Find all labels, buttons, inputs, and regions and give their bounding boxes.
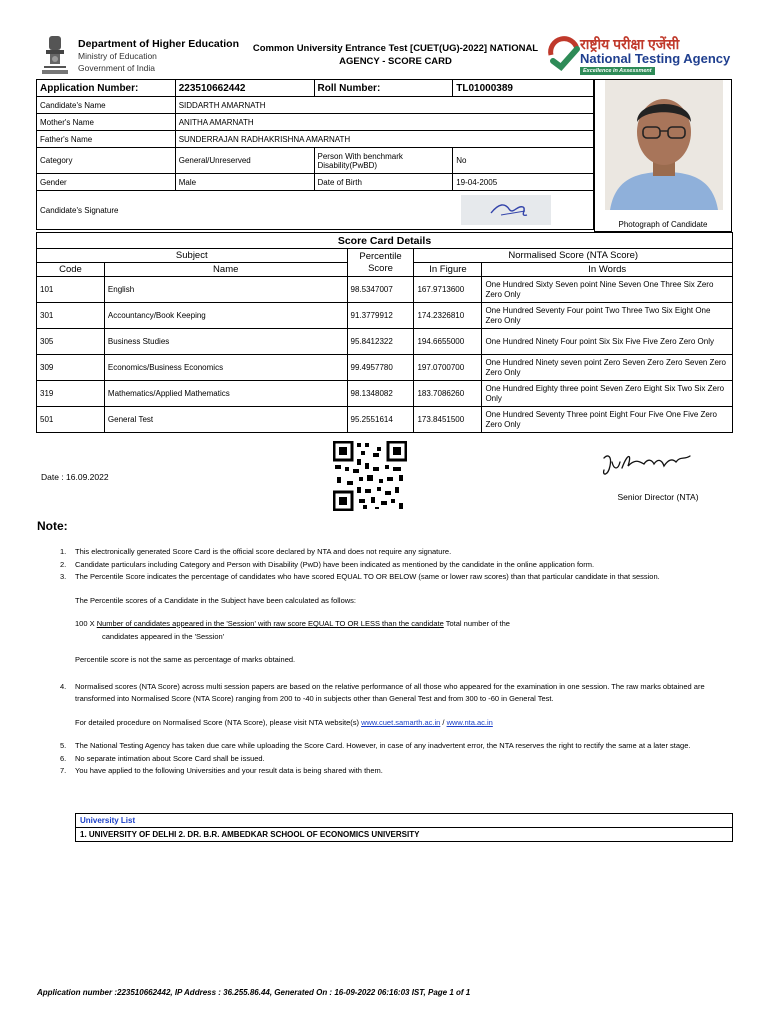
- candidate-details-table: [36, 79, 594, 230]
- subject-name: English: [104, 277, 347, 303]
- candidate-name-label: Candidate's Name: [37, 97, 176, 114]
- list-item: [60, 740, 720, 753]
- normalised-words: One Hundred Seventy Three point Eight Four Five One Five Zero Zero Only: [482, 407, 733, 433]
- category-label: Category: [37, 148, 176, 174]
- list-number: 1.: [60, 547, 67, 556]
- subject-name: Business Studies: [104, 329, 347, 355]
- dob-value: 19-04-2005: [453, 174, 594, 191]
- normalised-figure: 167.9713600: [414, 277, 482, 303]
- score-card-table: [36, 232, 733, 433]
- subject-code: 305: [37, 329, 105, 355]
- table-row: [37, 277, 733, 303]
- government-name: Government of India: [78, 63, 156, 73]
- name-header: Name: [104, 263, 347, 277]
- application-number-value: 223510662442: [175, 80, 314, 97]
- list-item: [60, 753, 720, 766]
- department-name: Department of Higher Education: [78, 38, 240, 50]
- table-row: [37, 191, 594, 230]
- title-line-2: AGENCY - SCORE CARD: [339, 56, 452, 67]
- application-number-label: Application Number:: [37, 80, 176, 97]
- subject-code: 309: [37, 355, 105, 381]
- normalised-figure: 194.6655000: [414, 329, 482, 355]
- subject-code: 501: [37, 407, 105, 433]
- normalised-figure: 197.0700700: [414, 355, 482, 381]
- formula-numerator: Number of candidates appeared in the 'Session' with raw score EQUAL TO OR LESS than the candidate: [96, 619, 444, 628]
- gender-label: Gender: [37, 174, 176, 191]
- dob-label: Date of Birth: [314, 174, 453, 191]
- signature-scribble-icon: [461, 195, 551, 225]
- percentile-value: 98.1348082: [347, 381, 414, 407]
- title-line-1: Common University Entrance Test [CUET(UG)-2022] NATIONAL: [252, 43, 539, 54]
- nta-english-name: National Testing Agency: [580, 51, 731, 66]
- list-item: [60, 681, 720, 730]
- subject-code: 301: [37, 303, 105, 329]
- words-header: In Words: [482, 263, 733, 277]
- normalised-figure: 173.8451500: [414, 407, 482, 433]
- subject-name: Mathematics/Applied Mathematics: [104, 381, 347, 407]
- percentile-value: 98.5347007: [347, 277, 414, 303]
- header: [0, 0, 768, 80]
- nta-hindi-name: राष्ट्रीय परीक्षा एजेंसी: [580, 36, 680, 52]
- table-row: [37, 148, 594, 174]
- roll-number-label: Roll Number:: [314, 80, 453, 97]
- note-text: This electronically generated Score Card is the official score declared by NTA and does not require any signature.: [75, 547, 452, 556]
- nta-website-link[interactable]: www.nta.ac.in: [446, 717, 493, 727]
- subject-code: 319: [37, 381, 105, 407]
- formula-line-2: candidates appeared in the 'Session': [102, 631, 225, 641]
- normalised-words: One Hundred Ninety Four point Six Six Five Five Zero Zero Only: [482, 329, 733, 355]
- table-row: [37, 174, 594, 191]
- figure-header: In Figure: [414, 263, 482, 277]
- father-name-value: SUNDERRAJAN RADHAKRISHNA AMARNATH: [175, 131, 593, 148]
- note-text: No separate intimation about Score Card shall be issued.: [75, 753, 265, 763]
- nta-tagline: Excellence in Assessment: [580, 67, 655, 75]
- note-text: Normalised scores (NTA Score) across multi session papers are based on the relative performance of all those who appeared for the examination in one session. The raw marks obtained are transformed into Normalised Score (NTA Score) ranging from 200 to -40 in subjects other than General Test and from 300 to -60 in General Test.: [75, 681, 705, 703]
- ministry-name: Ministry of Education: [78, 51, 157, 61]
- normalised-figure: 183.7086260: [414, 381, 482, 407]
- normalised-header: Normalised Score (NTA Score): [414, 249, 733, 263]
- table-row: [37, 249, 733, 263]
- roll-number-value: TL01000389: [453, 80, 594, 97]
- table-row: [76, 828, 733, 842]
- director-signature-icon: [598, 448, 698, 484]
- note-text: You have applied to the following Universities and your result data is being shared with them.: [75, 766, 383, 775]
- signature-cell: [37, 191, 594, 230]
- subject-header: Subject: [37, 249, 348, 263]
- gender-value: Male: [175, 174, 314, 191]
- photo-caption: Photograph of Candidate: [618, 220, 708, 229]
- university-list-header: University List: [76, 814, 733, 828]
- list-number: 5.: [60, 741, 67, 750]
- percentile-value: 91.3779912: [347, 303, 414, 329]
- university-list-table: [75, 813, 733, 842]
- department-block: [78, 38, 239, 74]
- notes-heading: Note:: [37, 519, 68, 533]
- link-separator: /: [440, 717, 447, 727]
- father-name-label: Father's Name: [37, 131, 176, 148]
- candidate-portrait-icon: [605, 80, 723, 210]
- percentile-value: 95.2551614: [347, 407, 414, 433]
- mother-name-value: ANITHA AMARNATH: [175, 114, 593, 131]
- nta-logo-icon: [545, 35, 583, 73]
- percentile-header: Percentile Score: [347, 249, 414, 277]
- table-row: [37, 381, 733, 407]
- table-row: [37, 233, 733, 249]
- table-row: [37, 80, 594, 97]
- photo-box: [594, 79, 732, 232]
- cuet-website-link[interactable]: www.cuet.samarth.ac.in: [361, 717, 441, 727]
- government-emblem-icon: [40, 34, 70, 76]
- list-number: 3.: [60, 572, 67, 581]
- percentile-value: 99.4957780: [347, 355, 414, 381]
- table-row: [37, 355, 733, 381]
- formula-denominator: Total number of the: [443, 619, 510, 628]
- link-prefix: For detailed procedure on Normalised Score (NTA Score), please visit NTA website(s): [75, 717, 362, 727]
- list-number: 4.: [60, 681, 67, 691]
- code-header: Code: [37, 263, 105, 277]
- candidate-signature-image: [461, 195, 551, 225]
- table-row: [76, 814, 733, 828]
- pwbd-label: Person With benchmark Disability(PwBD): [314, 148, 453, 174]
- normalised-words: One Hundred Ninety seven point Zero Seven Zero Zero Seven Zero Zero Only: [482, 355, 733, 381]
- issue-date: Date : 16.09.2022: [41, 472, 109, 482]
- table-row: [37, 97, 594, 114]
- notes-list: [60, 546, 720, 778]
- list-item: [60, 571, 720, 667]
- normalised-link-line: [75, 717, 720, 730]
- note-text: The Percentile Score indicates the percentage of candidates who have scored EQUAL TO OR BELOW (same or lower raw scores) than that particular candidate in that session.: [75, 572, 660, 581]
- normalised-words: One Hundred Sixty Seven point Nine Seven One Three Six Zero Zero Only: [482, 277, 733, 303]
- percentile-calc-intro: The Percentile scores of a Candidate in the Subject have been calculated as follows:: [75, 595, 357, 605]
- qr-code-icon: [333, 441, 407, 511]
- percentile-note: Percentile score is not the same as percentage of marks obtained.: [75, 655, 296, 664]
- list-item: [60, 546, 720, 559]
- normalised-figure: 174.2326810: [414, 303, 482, 329]
- normalised-words: One Hundred Seventy Four point Two Three Two Six Eight One Zero Only: [482, 303, 733, 329]
- list-item: [60, 765, 720, 778]
- table-row: [37, 114, 594, 131]
- percentile-value: 95.8412322: [347, 329, 414, 355]
- table-row: [37, 131, 594, 148]
- list-number: 6.: [60, 753, 67, 763]
- list-number: 7.: [60, 766, 67, 775]
- formula-prefix: 100 X: [75, 619, 97, 628]
- percentile-formula: [75, 618, 720, 631]
- subject-code: 101: [37, 277, 105, 303]
- category-value: General/Unreserved: [175, 148, 314, 174]
- table-row: [37, 329, 733, 355]
- list-item: [60, 559, 720, 572]
- note-text: Candidate particulars including Category and Person with Disability (PwD) have been indicated as mentioned by the candidate in the online application form.: [75, 559, 595, 569]
- note-text: The National Testing Agency has taken due care while uploading the Score Card. However, in case of any inadvertent error, the NTA reserves the right to rectify the same at a later stage.: [75, 741, 691, 750]
- list-number: 2.: [60, 559, 67, 569]
- mother-name-label: Mother's Name: [37, 114, 176, 131]
- pwbd-value: No: [453, 148, 594, 174]
- subject-name: Accountancy/Book Keeping: [104, 303, 347, 329]
- candidate-name-value: SIDDARTH AMARNATH: [175, 97, 593, 114]
- score-card-caption: Score Card Details: [37, 233, 733, 249]
- table-row: [37, 303, 733, 329]
- director-title: Senior Director (NTA): [617, 492, 699, 502]
- university-list-values: 1. UNIVERSITY OF DELHI 2. DR. B.R. AMBEDKAR SCHOOL OF ECONOMICS UNIVERSITY: [76, 828, 733, 842]
- subject-name: General Test: [104, 407, 347, 433]
- signature-label: Candidate's Signature: [40, 205, 119, 215]
- subject-name: Economics/Business Economics: [104, 355, 347, 381]
- normalised-words: One Hundred Eighty three point Seven Zero Eight Six Two Six Zero Only: [482, 381, 733, 407]
- candidate-photo: [605, 80, 723, 210]
- page-footer: Application number :223510662442, IP Address : 36.255.86.44, Generated On : 16-09-2022 06:16:03 IST, Page 1 of 1: [37, 988, 471, 997]
- page-title: [243, 42, 548, 68]
- table-row: [37, 407, 733, 433]
